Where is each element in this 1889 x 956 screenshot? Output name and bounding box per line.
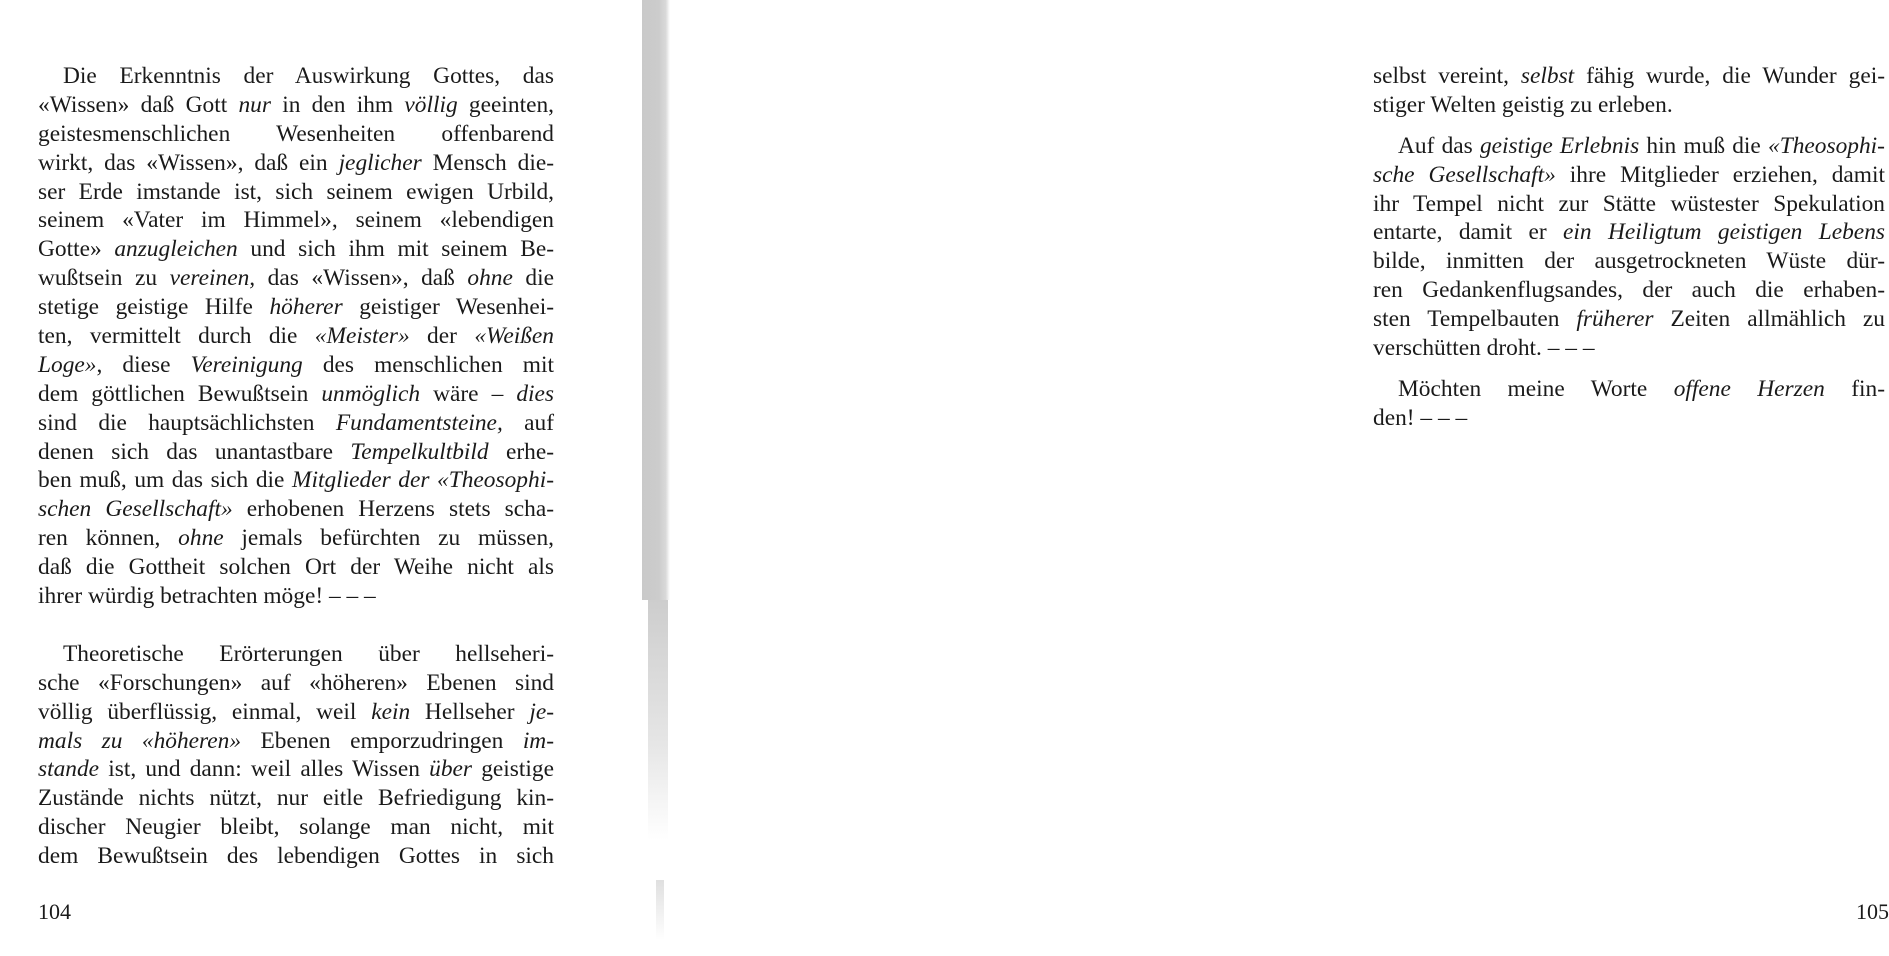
text-segment: Zeiten allmählich zu bbox=[1653, 306, 1885, 333]
text-segment: bilde, inmitten der ausgetrockneten Wüste dür- bbox=[1373, 248, 1885, 275]
text-segment: erhe- bbox=[488, 438, 555, 465]
text-segment: fin- bbox=[1824, 375, 1885, 402]
italic-text: über bbox=[429, 756, 473, 783]
italic-text: mals zu «höheren» bbox=[38, 727, 242, 754]
paragraph-gap bbox=[38, 611, 554, 640]
text-line bbox=[1373, 375, 1885, 404]
text-segment: Ebenen emporzudringen bbox=[241, 727, 523, 754]
text-line bbox=[38, 149, 554, 178]
text-line bbox=[1373, 62, 1885, 91]
italic-text: völlig bbox=[404, 91, 458, 118]
italic-text: dies bbox=[516, 380, 554, 407]
text-segment: Auf das bbox=[1398, 132, 1480, 159]
text-segment: Theoretische Erörterungen über hellseheri- bbox=[63, 640, 554, 667]
italic-text: Mitglieder der «Theosophi- bbox=[291, 467, 554, 494]
paragraph bbox=[1373, 62, 1885, 120]
text-segment: selbst vereint, bbox=[1373, 63, 1521, 89]
page-number: 104 bbox=[38, 899, 71, 924]
text-line bbox=[38, 727, 554, 756]
text-segment: geistiger Wesenhei- bbox=[342, 294, 554, 321]
italic-text: höherer bbox=[269, 294, 343, 321]
text-segment: seinem «Vater im Himmel», seinem «lebendigen bbox=[38, 207, 554, 234]
italic-text: unmöglich bbox=[321, 380, 421, 407]
text-line bbox=[38, 322, 554, 351]
text-segment: sind die hauptsächlichsten bbox=[38, 409, 336, 436]
left-page-text bbox=[38, 62, 554, 871]
text-line bbox=[1373, 247, 1885, 276]
text-segment: sten Tempelbauten bbox=[1373, 306, 1577, 333]
text-segment: ser Erde imstande ist, sich seinem ewigen Urbild, bbox=[38, 178, 554, 205]
text-line bbox=[38, 495, 554, 524]
text-segment: dem göttlichen Bewußtsein bbox=[38, 380, 322, 407]
text-line bbox=[1373, 334, 1885, 363]
text-segment: und sich ihm mit seinem Be- bbox=[237, 236, 554, 263]
text-line bbox=[38, 813, 554, 842]
text-segment: ihr Tempel nicht zur Stätte wüstester Spekulation bbox=[1373, 190, 1885, 217]
text-line bbox=[38, 842, 554, 871]
left-page bbox=[0, 0, 640, 956]
text-segment: geistige bbox=[472, 756, 554, 783]
text-line bbox=[1373, 91, 1885, 120]
text-segment: dem Bewußtsein des lebendigen Gottes in sich bbox=[38, 843, 554, 870]
text-line bbox=[38, 755, 554, 784]
italic-text: ohne bbox=[178, 525, 224, 552]
text-segment: in den ihm bbox=[270, 91, 405, 118]
text-segment: wirkt, das «Wissen», daß ein bbox=[38, 149, 339, 176]
italic-text: Tempelkultbild bbox=[350, 438, 489, 465]
paragraph bbox=[1373, 132, 1885, 363]
text-segment: daß die Gottheit solchen Ort der Weihe nicht als bbox=[38, 554, 554, 581]
text-line bbox=[38, 640, 554, 669]
text-segment: des menschlichen mit bbox=[302, 351, 554, 378]
italic-text: kein bbox=[371, 698, 411, 725]
text-line bbox=[38, 698, 554, 727]
text-line bbox=[38, 264, 554, 293]
text-line bbox=[1373, 190, 1885, 219]
text-segment: ist, und dann: weil alles Wissen bbox=[99, 756, 430, 783]
text-segment: verschütten droht. – – – bbox=[1373, 335, 1595, 362]
right-page-text bbox=[1373, 62, 1885, 433]
right-page bbox=[660, 0, 1889, 956]
italic-text: früherer bbox=[1576, 306, 1654, 333]
italic-text: selbst bbox=[1520, 63, 1575, 89]
text-segment: fähig wurde, die Wunder gei- bbox=[1574, 63, 1885, 89]
text-segment: auf bbox=[502, 409, 554, 436]
italic-text: nur bbox=[238, 91, 271, 118]
paragraph bbox=[38, 640, 554, 871]
italic-text: ohne bbox=[467, 265, 513, 292]
text-segment: ten, vermittelt durch die bbox=[38, 323, 315, 350]
text-segment: jemals befürchten zu müssen, bbox=[223, 525, 554, 552]
text-segment: ihre Mitglieder erziehen, damit bbox=[1555, 161, 1885, 188]
text-segment: stiger Welten geistig zu erleben. bbox=[1373, 91, 1673, 118]
text-line bbox=[38, 91, 554, 120]
italic-text: jeglicher bbox=[338, 149, 422, 176]
italic-text: ein Heiligtum geistigen Lebens bbox=[1563, 219, 1885, 246]
text-segment: entarte, damit er bbox=[1373, 219, 1564, 246]
text-segment: discher Neugier bleibt, solange man nicht, mit bbox=[38, 814, 554, 841]
text-segment: stetige geistige Hilfe bbox=[38, 294, 270, 321]
italic-text: stande bbox=[38, 756, 100, 783]
text-segment: ben muß, um das sich die bbox=[38, 467, 292, 494]
text-line bbox=[38, 206, 554, 235]
paragraph-gap bbox=[1373, 120, 1885, 132]
italic-text: je- bbox=[529, 698, 554, 725]
text-line bbox=[38, 553, 554, 582]
text-segment: denen sich das unantastbare bbox=[38, 438, 351, 465]
text-segment: , diese bbox=[96, 351, 191, 378]
italic-text: «Meister» bbox=[314, 323, 410, 350]
italic-text: offene Herzen bbox=[1673, 375, 1825, 402]
text-segment: geeinten, bbox=[457, 91, 554, 118]
text-line bbox=[38, 582, 554, 611]
italic-text: geistige Erlebnis bbox=[1479, 132, 1640, 159]
text-line bbox=[1373, 161, 1885, 190]
text-line bbox=[38, 120, 554, 149]
text-segment: den! – – – bbox=[1373, 404, 1468, 431]
text-segment: ren Gedankenflugsandes, der auch die erhaben- bbox=[1373, 277, 1885, 304]
text-segment: völlig überflüssig, einmal, weil bbox=[38, 698, 372, 725]
text-segment: ren können, bbox=[38, 525, 179, 552]
italic-text: «Theosophi- bbox=[1768, 132, 1885, 159]
italic-text: sche Gesellschaft» bbox=[1373, 161, 1556, 188]
text-line bbox=[1373, 276, 1885, 305]
text-line bbox=[38, 235, 554, 264]
text-segment: wäre – bbox=[420, 380, 517, 407]
text-line bbox=[38, 466, 554, 495]
paragraph bbox=[38, 62, 554, 611]
text-line bbox=[38, 438, 554, 467]
text-line bbox=[1373, 305, 1885, 334]
text-segment: Hellseher bbox=[410, 698, 530, 725]
text-segment: Die Erkenntnis der Auswirkung Gottes, das bbox=[63, 63, 554, 89]
text-segment: ihrer würdig betrachten möge! – – – bbox=[38, 583, 376, 610]
text-segment: Gotte» bbox=[38, 236, 115, 263]
text-segment: geistesmenschlichen Wesenheiten offenbarend bbox=[38, 120, 554, 147]
italic-text: Loge» bbox=[38, 351, 97, 378]
text-line bbox=[38, 62, 554, 91]
text-line bbox=[38, 178, 554, 207]
text-segment: wußtsein zu bbox=[38, 265, 170, 292]
paragraph bbox=[1373, 375, 1885, 433]
italic-text: im- bbox=[522, 727, 554, 754]
text-line bbox=[38, 409, 554, 438]
text-line bbox=[1373, 132, 1885, 161]
text-line bbox=[38, 784, 554, 813]
text-line bbox=[1373, 404, 1885, 433]
text-line bbox=[38, 380, 554, 409]
page-number: 105 bbox=[1856, 899, 1889, 924]
text-line bbox=[38, 524, 554, 553]
text-segment: Möchten meine Worte bbox=[1398, 375, 1674, 402]
text-segment: hin muß die bbox=[1639, 132, 1769, 159]
text-segment: das «Wissen», daß bbox=[255, 265, 468, 292]
text-line bbox=[38, 669, 554, 698]
text-line bbox=[38, 351, 554, 380]
text-segment: Zustände nichts nützt, nur eitle Befriedigung kin- bbox=[38, 785, 554, 812]
italic-text: schen Gesellschaft» bbox=[38, 496, 233, 523]
italic-text: «Weißen bbox=[474, 323, 554, 350]
italic-text: Vereinigung bbox=[190, 351, 303, 378]
italic-text: Fundamentsteine, bbox=[335, 409, 503, 436]
paragraph-gap bbox=[1373, 363, 1885, 375]
text-segment: sche «Forschungen» auf «höheren» Ebenen sind bbox=[38, 669, 554, 696]
text-line bbox=[1373, 218, 1885, 247]
text-segment: der bbox=[409, 323, 475, 350]
text-segment: die bbox=[512, 265, 554, 292]
text-segment: «Wissen» daß Gott bbox=[38, 91, 239, 118]
italic-text: vereinen, bbox=[169, 265, 256, 292]
italic-text: anzugleichen bbox=[114, 236, 238, 263]
text-line bbox=[38, 293, 554, 322]
text-segment: Mensch die- bbox=[421, 149, 554, 176]
text-segment: erhobenen Herzens stets scha- bbox=[232, 496, 554, 523]
